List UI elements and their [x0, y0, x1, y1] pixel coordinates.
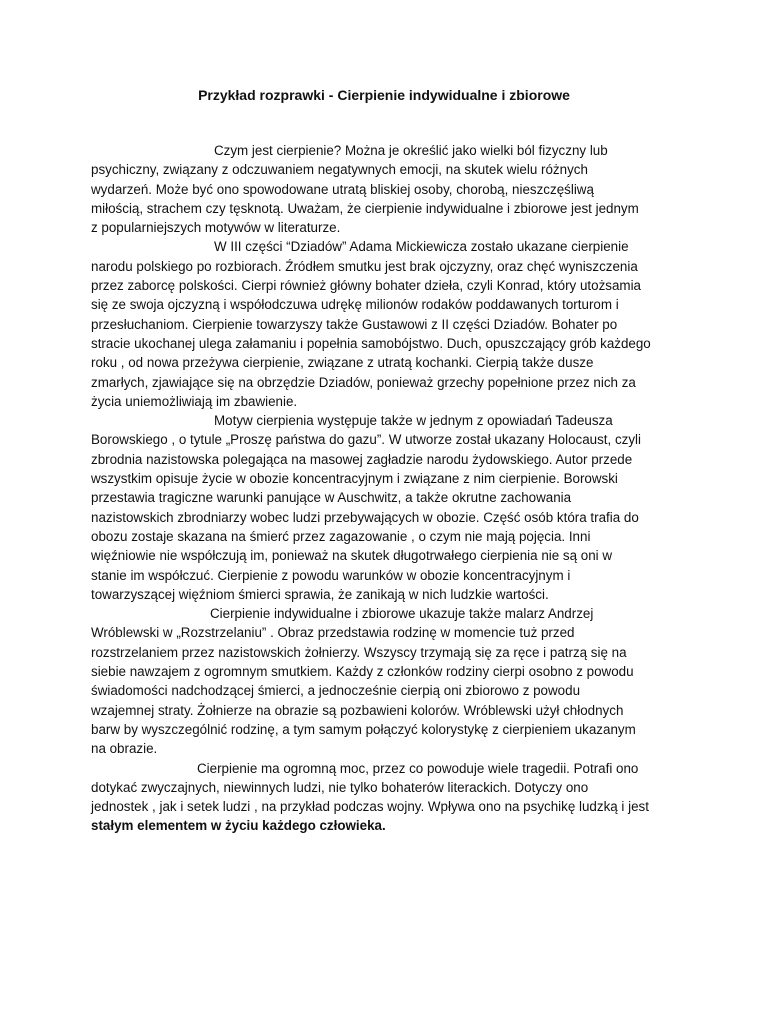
- text-line: zmarłych, zjawiające się na obrzędzie Dziadów, ponieważ grzechy popełnione przez nich za: [91, 374, 636, 390]
- text-line: przez zaborcę polskości. Cierpi również główny bohater dzieła, czyli Konrad, który utożsamia: [91, 278, 642, 294]
- text-line: się ze swoja ojczyzną i współodczuwa udrękę milionów rodaków poddawanych torturom i: [91, 297, 619, 313]
- text-line: na obrazie.: [91, 741, 158, 757]
- text-line: wzajemnej straty. Żołnierze na obrazie są pozbawieni kolorów. Wróblewski użył chłodnych: [91, 702, 624, 718]
- text-line: Czym jest cierpienie? Można je określić jako wielki ból fizyczny lub: [214, 143, 608, 158]
- document-title: Przykład rozprawki - Cierpienie indywidualne i zbiorowe: [198, 87, 570, 103]
- text-line: jednostek , jak i setek ludzi , na przykład podczas wojny. Wpływa ono na psychikę ludzką i jest: [91, 799, 649, 815]
- text-line: siebie nawzajem z ogromnym smutkiem. Każdy z członków rodziny cierpi osobno z powodu: [91, 664, 634, 680]
- text-line: towarzyszącej więźniom śmierci sprawia, że zanikają w nich ludzkie wartości.: [91, 586, 549, 602]
- text-line: barw by wyszczególnić rodzinę, a tym samym połączyć kolorystykę z cierpieniem ukazanym: [91, 721, 636, 737]
- text-line: Wróblewski w „Rozstrzelaniu” . Obraz przedstawia rodzinę w momencie tuż przed: [91, 625, 575, 641]
- text-line: miłością, strachem czy tęsknotą. Uważam, że cierpienie indywidualne i zbiorowe jest jednym: [91, 200, 639, 216]
- document-body: [91, 141, 691, 836]
- text-line: wszystkim opisuje życie w obozie koncentracyjnym i związane z nim cierpienie. Borowski: [91, 471, 618, 487]
- text-line: stracie ukochanej ulega załamaniu i popełnia samobójstwo. Duch, opuszczający grób każdego: [91, 335, 651, 351]
- text-line: rozstrzelaniem przez nazistowskich żołnierzy. Wszyscy trzymają się za ręce i patrzą się na: [91, 644, 627, 660]
- text-line: stałym elementem w życiu każdego człowieka.: [91, 818, 386, 834]
- text-line: Cierpienie indywidualne i zbiorowe ukazuje także malarz Andrzej: [210, 606, 594, 622]
- text-line: przestawia tragiczne warunki panujące w Auschwitz, a także okrutne zachowania: [91, 490, 572, 506]
- text-line: psychiczny, związany z odczuwaniem negatywnych emocji, na skutek wielu różnych: [91, 162, 588, 178]
- text-line: przesłuchaniom. Cierpienie towarzyszy także Gustawowi z II części Dziadów. Bohater po: [91, 316, 618, 332]
- text-line: roku , od nowa przeżywa cierpienie, związane z utratą kochanki. Cierpią także dusze: [91, 355, 594, 371]
- text-line: obozu zostaje skazana na śmierć przez zagazowanie , o czym nie mają pojęcia. Inni: [91, 528, 591, 544]
- text-line: narodu polskiego po rozbiorach. Źródłem smutku jest brak ojczyzny, oraz chęć wyniszczenia: [91, 258, 638, 274]
- text-line: zbrodnia nazistowska polegająca na masowej zagładzie narodu żydowskiego. Autor przede: [91, 451, 633, 467]
- text-line: nazistowskich zbrodniarzy wobec ludzi przebywających w obozie. Część osób która trafia do: [91, 509, 639, 525]
- text-line: świadomości nadchodzącej śmierci, a jednocześnie cierpią oni zbiorowo z powodu: [91, 683, 581, 699]
- text-line: Borowskiego , o tytule „Proszę państwa do gazu”. W utworze został ukazany Holocaust, czyli: [91, 432, 642, 448]
- text-line: z popularniejszych motywów w literaturze.: [91, 220, 341, 236]
- text-line: życia uniemożliwiają im zbawienie.: [91, 393, 298, 409]
- text-line: Cierpienie ma ogromną moc, przez co powoduje wiele tragedii. Potrafi ono: [197, 760, 639, 776]
- text-line: więźniowie nie współczują im, ponieważ na skutek długotrwałego cierpienia nie są oni w: [91, 548, 613, 564]
- text-line: Motyw cierpienia występuje także w jednym z opowiadań Tadeusza: [214, 413, 613, 429]
- text-line: W III części “Dziadów” Adama Mickiewicza zostało ukazane cierpienie: [214, 239, 629, 255]
- text-line: wydarzeń. Może być ono spowodowane utratą bliskiej osoby, chorobą, nieszczęśliwą: [91, 181, 594, 197]
- text-line: dotykać zwyczajnych, niewinnych ludzi, nie tylko bohaterów literackich. Dotyczy ono: [91, 779, 589, 795]
- text-line: stanie im współczuć. Cierpienie z powodu warunków w obozie koncentracyjnym i: [91, 567, 571, 583]
